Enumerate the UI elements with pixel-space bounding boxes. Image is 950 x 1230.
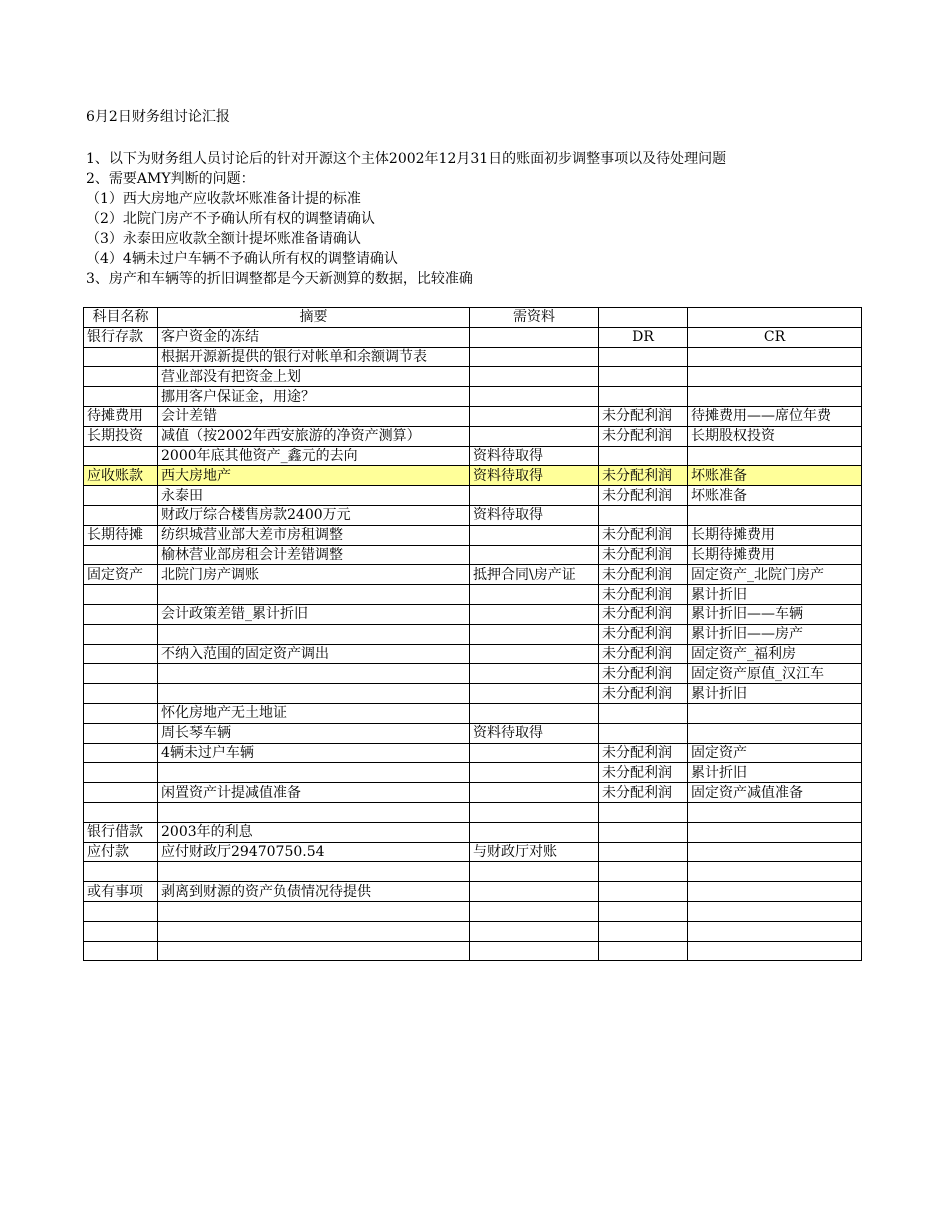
- credit-cell: 固定资产_北院门房产: [688, 565, 862, 585]
- debit-cell: 未分配利润: [599, 565, 688, 585]
- account-cell: [84, 763, 158, 783]
- summary-cell: 应付财政厅29470750.54: [158, 842, 470, 862]
- table-row: [84, 446, 862, 466]
- credit-cell: 固定资产_福利房: [688, 644, 862, 664]
- summary-cell: 怀化房地产无土地证: [158, 703, 470, 723]
- credit-cell: 累计折旧——车辆: [688, 604, 862, 624]
- page-title: 6月2日财务组讨论汇报: [86, 109, 230, 125]
- note-line: （1）西大房地产应收款坏账准备计提的标准: [86, 191, 361, 207]
- required-docs-cell: [470, 486, 599, 506]
- credit-cell: [688, 347, 862, 367]
- account-cell: [84, 802, 158, 822]
- required-docs-cell: [470, 921, 599, 941]
- header-cell: 摘要: [158, 308, 470, 328]
- summary-cell: [158, 624, 470, 644]
- account-cell: [84, 723, 158, 743]
- account-cell: [84, 446, 158, 466]
- account-cell: [84, 783, 158, 803]
- table-row: [84, 703, 862, 723]
- summary-cell: [158, 921, 470, 941]
- debit-cell: [599, 822, 688, 842]
- table-row: [84, 387, 862, 407]
- table-row: [84, 783, 862, 803]
- required-docs-cell: [470, 802, 599, 822]
- required-docs-cell: [470, 585, 599, 605]
- table-header-row: [84, 308, 862, 328]
- required-docs-cell: [470, 327, 599, 347]
- debit-cell: 未分配利润: [599, 426, 688, 446]
- adjustment-table: [83, 307, 862, 961]
- debit-cell: [599, 703, 688, 723]
- table-row: [84, 585, 862, 605]
- summary-cell: [158, 684, 470, 704]
- credit-cell: [688, 505, 862, 525]
- table-row: [84, 426, 862, 446]
- table-row: [84, 347, 862, 367]
- credit-cell: 坏账准备: [688, 486, 862, 506]
- credit-cell: 累计折旧: [688, 763, 862, 783]
- required-docs-cell: [470, 684, 599, 704]
- table-row: [84, 565, 862, 585]
- summary-cell: 挪用客户保证金，用途？: [158, 387, 470, 407]
- debit-cell: 未分配利润: [599, 783, 688, 803]
- required-docs-cell: [470, 763, 599, 783]
- table-row: [84, 604, 862, 624]
- account-cell: [84, 644, 158, 664]
- credit-cell: [688, 941, 862, 961]
- account-cell: [84, 684, 158, 704]
- summary-cell: 根据开源新提供的银行对帐单和余额调节表: [158, 347, 470, 367]
- account-cell: [84, 387, 158, 407]
- account-cell: [84, 743, 158, 763]
- summary-cell: 2000年底其他资产_鑫元的去向: [158, 446, 470, 466]
- summary-cell: [158, 763, 470, 783]
- account-cell: 固定资产: [84, 565, 158, 585]
- required-docs-cell: [470, 783, 599, 803]
- account-cell: [84, 545, 158, 565]
- required-docs-cell: [470, 624, 599, 644]
- required-docs-cell: [470, 406, 599, 426]
- debit-cell: 未分配利润: [599, 763, 688, 783]
- summary-cell: 剥离到财源的资产负债情况待提供: [158, 882, 470, 902]
- credit-cell: 固定资产减值准备: [688, 783, 862, 803]
- summary-cell: [158, 941, 470, 961]
- debit-cell: 未分配利润: [599, 644, 688, 664]
- summary-cell: 闲置资产计提减值准备: [158, 783, 470, 803]
- credit-cell: [688, 901, 862, 921]
- credit-cell: [688, 367, 862, 387]
- account-cell: 待摊费用: [84, 406, 158, 426]
- table-row: [84, 921, 862, 941]
- debit-cell: [599, 882, 688, 902]
- summary-cell: 周长琴车辆: [158, 723, 470, 743]
- credit-cell: 固定资产: [688, 743, 862, 763]
- account-cell: [84, 505, 158, 525]
- account-cell: 长期待摊: [84, 525, 158, 545]
- required-docs-cell: [470, 604, 599, 624]
- table-row: [84, 644, 862, 664]
- table-row: [84, 723, 862, 743]
- summary-cell: [158, 901, 470, 921]
- table-row: [84, 802, 862, 822]
- required-docs-cell: [470, 882, 599, 902]
- debit-cell: 未分配利润: [599, 664, 688, 684]
- account-cell: [84, 901, 158, 921]
- required-docs-cell: [470, 367, 599, 387]
- account-cell: [84, 347, 158, 367]
- debit-cell: 未分配利润: [599, 466, 688, 486]
- table-row: [84, 505, 862, 525]
- account-cell: [84, 664, 158, 684]
- credit-cell: 累计折旧——房产: [688, 624, 862, 644]
- note-line: （4）4辆未过户车辆不予确认所有权的调整请确认: [86, 251, 398, 267]
- required-docs-cell: [470, 644, 599, 664]
- required-docs-cell: [470, 901, 599, 921]
- table-row: [84, 822, 862, 842]
- summary-cell: 北院门房产调账: [158, 565, 470, 585]
- account-cell: [84, 604, 158, 624]
- credit-cell: [688, 446, 862, 466]
- credit-cell: 累计折旧: [688, 585, 862, 605]
- debit-cell: DR: [599, 327, 688, 347]
- required-docs-cell: [470, 387, 599, 407]
- summary-cell: 不纳入范围的固定资产调出: [158, 644, 470, 664]
- table-row: [84, 545, 862, 565]
- summary-cell: 会计政策差错_累计折旧: [158, 604, 470, 624]
- required-docs-cell: [470, 822, 599, 842]
- debit-cell: 未分配利润: [599, 406, 688, 426]
- debit-cell: 未分配利润: [599, 486, 688, 506]
- debit-cell: 未分配利润: [599, 743, 688, 763]
- table-row: [84, 406, 862, 426]
- required-docs-cell: 资料待取得: [470, 446, 599, 466]
- notes: [86, 149, 726, 289]
- required-docs-cell: [470, 525, 599, 545]
- account-cell: 应付款: [84, 842, 158, 862]
- credit-cell: [688, 882, 862, 902]
- credit-cell: [688, 921, 862, 941]
- debit-cell: [599, 901, 688, 921]
- credit-cell: 累计折旧: [688, 684, 862, 704]
- summary-cell: 4辆未过户车辆: [158, 743, 470, 763]
- debit-cell: 未分配利润: [599, 684, 688, 704]
- account-cell: [84, 367, 158, 387]
- note-line: 3、房产和车辆等的折旧调整都是今天新测算的数据，比较准确: [86, 271, 473, 287]
- summary-cell: 2003年的利息: [158, 822, 470, 842]
- table-row: [84, 763, 862, 783]
- credit-cell: [688, 862, 862, 882]
- debit-cell: [599, 862, 688, 882]
- account-cell: 或有事项: [84, 882, 158, 902]
- debit-cell: 未分配利润: [599, 585, 688, 605]
- required-docs-cell: 资料待取得: [470, 466, 599, 486]
- credit-cell: [688, 842, 862, 862]
- account-cell: [84, 486, 158, 506]
- required-docs-cell: [470, 743, 599, 763]
- credit-cell: [688, 822, 862, 842]
- account-cell: 应收账款: [84, 466, 158, 486]
- credit-cell: 坏账准备: [688, 466, 862, 486]
- debit-cell: 未分配利润: [599, 624, 688, 644]
- credit-cell: 长期待摊费用: [688, 525, 862, 545]
- account-cell: [84, 585, 158, 605]
- required-docs-cell: 资料待取得: [470, 723, 599, 743]
- required-docs-cell: 资料待取得: [470, 505, 599, 525]
- table-row: [84, 941, 862, 961]
- summary-cell: 客户资金的冻结: [158, 327, 470, 347]
- account-cell: [84, 862, 158, 882]
- account-cell: [84, 941, 158, 961]
- table-row: [84, 525, 862, 545]
- debit-cell: [599, 802, 688, 822]
- table-row: [84, 882, 862, 902]
- table-row: [84, 862, 862, 882]
- credit-cell: 固定资产原值_汉江车: [688, 664, 862, 684]
- required-docs-cell: [470, 545, 599, 565]
- debit-cell: [599, 446, 688, 466]
- table-row: [84, 901, 862, 921]
- debit-cell: [599, 367, 688, 387]
- table-row: [84, 842, 862, 862]
- debit-cell: [599, 505, 688, 525]
- required-docs-cell: [470, 941, 599, 961]
- note-line: （3）永泰田应收款全额计提坏账准备请确认: [86, 231, 361, 247]
- account-cell: 银行存款: [84, 327, 158, 347]
- table-row: [84, 466, 862, 486]
- header-cell: 科目名称: [84, 308, 158, 328]
- summary-cell: 财政厅综合楼售房款2400万元: [158, 505, 470, 525]
- debit-cell: [599, 921, 688, 941]
- summary-cell: 减值（按2002年西安旅游的净资产测算）: [158, 426, 470, 446]
- credit-cell: [688, 387, 862, 407]
- header-cell: [688, 308, 862, 328]
- summary-cell: 榆林营业部房租会计差错调整: [158, 545, 470, 565]
- note-line: （2）北院门房产不予确认所有权的调整请确认: [86, 211, 375, 227]
- summary-cell: [158, 802, 470, 822]
- account-cell: [84, 703, 158, 723]
- required-docs-cell: [470, 426, 599, 446]
- credit-cell: [688, 802, 862, 822]
- account-cell: 银行借款: [84, 822, 158, 842]
- summary-cell: 纺织城营业部大差市房租调整: [158, 525, 470, 545]
- debit-cell: [599, 941, 688, 961]
- debit-cell: 未分配利润: [599, 545, 688, 565]
- header-cell: [599, 308, 688, 328]
- summary-cell: 永泰田: [158, 486, 470, 506]
- summary-cell: [158, 664, 470, 684]
- required-docs-cell: 抵押合同\房产证: [470, 565, 599, 585]
- summary-cell: 会计差错: [158, 406, 470, 426]
- debit-cell: 未分配利润: [599, 604, 688, 624]
- summary-cell: 西大房地产: [158, 466, 470, 486]
- debit-cell: 未分配利润: [599, 525, 688, 545]
- required-docs-cell: [470, 862, 599, 882]
- required-docs-cell: 与财政厅对账: [470, 842, 599, 862]
- debit-cell: [599, 387, 688, 407]
- credit-cell: 长期股权投资: [688, 426, 862, 446]
- table-row: [84, 743, 862, 763]
- account-cell: 长期投资: [84, 426, 158, 446]
- required-docs-cell: [470, 703, 599, 723]
- credit-cell: CR: [688, 327, 862, 347]
- note-line: 1、以下为财务组人员讨论后的针对开源这个主体2002年12月31日的账面初步调整事项以及待处理问题: [86, 151, 727, 167]
- required-docs-cell: [470, 664, 599, 684]
- table-row: [84, 684, 862, 704]
- table-row: [84, 664, 862, 684]
- credit-cell: [688, 723, 862, 743]
- note-line: 2、需要AMY判断的问题：: [86, 171, 255, 187]
- table-row: [84, 624, 862, 644]
- debit-cell: [599, 842, 688, 862]
- account-cell: [84, 624, 158, 644]
- debit-cell: [599, 723, 688, 743]
- credit-cell: 待摊费用——席位年费: [688, 406, 862, 426]
- summary-cell: [158, 862, 470, 882]
- credit-cell: [688, 703, 862, 723]
- required-docs-cell: [470, 347, 599, 367]
- table-row: [84, 486, 862, 506]
- header-cell: 需资料: [470, 308, 599, 328]
- summary-cell: 营业部没有把资金上划: [158, 367, 470, 387]
- credit-cell: 长期待摊费用: [688, 545, 862, 565]
- summary-cell: [158, 585, 470, 605]
- table-row: [84, 367, 862, 387]
- account-cell: [84, 921, 158, 941]
- debit-cell: [599, 347, 688, 367]
- table-row: [84, 327, 862, 347]
